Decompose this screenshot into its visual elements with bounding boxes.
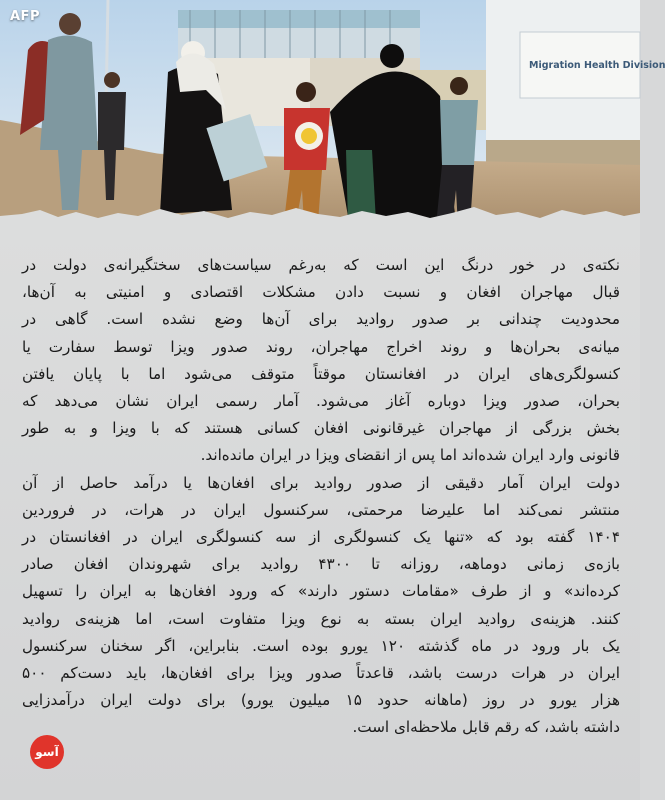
text-line: ایران در هرات درست باشد، قاعدتاً صدور ویزا برای افغان‌ها، باید دست‌کم ۵۰۰ — [22, 664, 620, 683]
text-line: محدودیت چندانی بر صدور روادید برای آن‌ها وضع نشده است. گاهی در — [22, 310, 620, 329]
article-paragraph-2 — [22, 470, 620, 742]
text-line: میانه‌ی بحران‌ها و روند اخراج مهاجران، روند صدور ویزا توسط سفارت یا — [22, 337, 620, 356]
agency-credit: AFP — [10, 9, 40, 24]
text-line: ۱۴۰۴ گفته بود که «تنها یک کنسولگری از سه کنسولگری ایران در افغانستان در — [22, 528, 620, 547]
text-line: نکته‌ی در خور درنگ این است که به‌رغم سیاست‌های سختگیرانه‌ی دولت در — [22, 256, 620, 274]
text-line: بحران، صدور ویزا دوباره آغاز می‌شود. آمار رسمی ایران نشان می‌دهد که — [22, 392, 620, 411]
text-line: دولت ایران آمار دقیقی از صدور روادید برای افغان‌ها یا درآمد حاصل از آن — [22, 473, 620, 492]
text-line: هزار یورو در روز (ماهانه حدود ۱۵ میلیون یورو) برای دولت ایران درآمدزایی — [22, 691, 620, 710]
article-paragraph-1 — [22, 252, 620, 470]
text-line: کنند. هزینه‌ی روادید ایران بسته به نوع ویزا متفاوت است، اما هزینه‌ی روادید — [22, 609, 620, 628]
text-line: قبال مهاجران افغان و نسبت دادن مشکلات اقتصادی و امنیتی به آن‌ها، — [22, 283, 620, 302]
text-line: داشته باشد، که رقم قابل ملاحظه‌ای است. — [352, 718, 620, 737]
text-line: بخش بزرگی از مهاجران غیرقانونی افغان کسانی هستند که با ویزا و به طور — [22, 419, 620, 438]
article-body — [22, 252, 620, 742]
photo-illustration — [0, 0, 665, 232]
text-line: قانونی وارد ایران شده‌اند اما پس از انقضای ویزا در ایران مانده‌اند. — [200, 446, 620, 465]
text-line: کنسولگری‌های ایران در افغانستان موقتاً متوقف می‌شود اما با پایان یافتن — [22, 364, 620, 383]
text-line: یک بار ورود در ماه گذشته ۱۲۰ یورو بوده است. بنابراین، اگر سخنان سرکنسول — [22, 636, 620, 655]
publisher-logo — [30, 735, 64, 769]
logo-text: آسو — [35, 745, 59, 759]
text-line: کرده‌اند» و از طرف «مقامات دستور دارند» که ورود افغان‌ها به ایران را تسهیل — [22, 582, 620, 601]
text-line: منتشر نمی‌کند اما علیرضا مرحمتی، سرکنسول ایران در هرات، در فروردین — [22, 500, 620, 519]
news-photo — [0, 0, 665, 232]
text-line: بازه‌ی زمانی دوماهه، روزانه تا ۴۳۰۰ روادید برای شهروندان افغان صادر — [22, 555, 620, 574]
building-sign-text: Migration Health Division — [529, 60, 665, 71]
